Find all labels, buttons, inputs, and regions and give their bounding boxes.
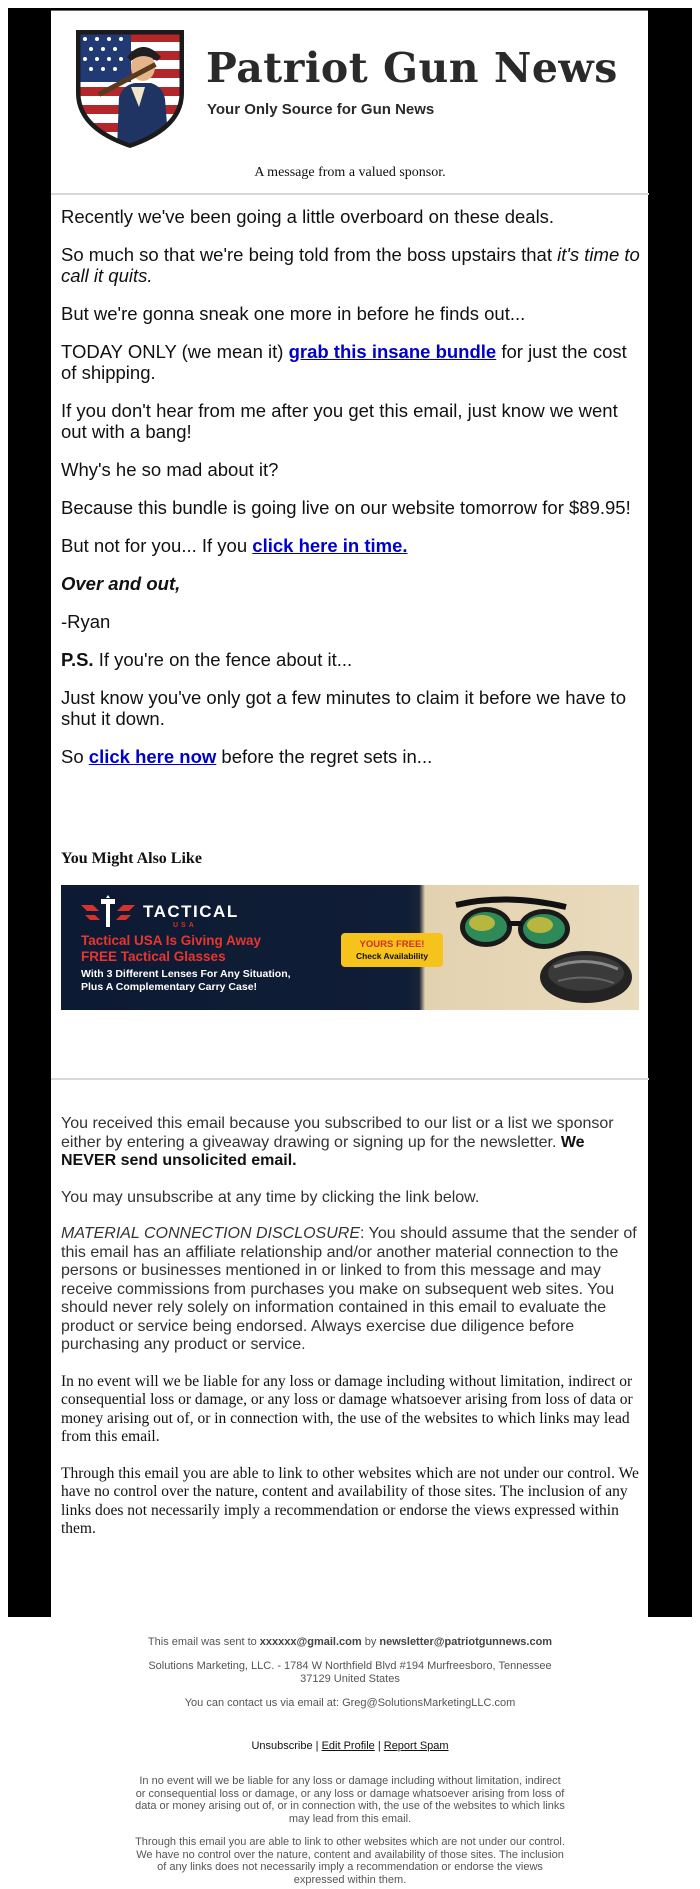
legal-footer <box>61 1115 641 1557</box>
brand-title: Patriot Gun News <box>206 44 618 92</box>
body-paragraph: So much so that we're being told from the boss upstairs that it's time to call it quits. <box>61 244 640 286</box>
body-paragraph: Because this bundle is going live on our website tomorrow for $89.95! <box>61 497 631 518</box>
footer-divider <box>51 1078 649 1080</box>
tactical-usa-banner[interactable] <box>61 885 639 1010</box>
sender-email: newsletter@patriotgunnews.com <box>379 1636 553 1648</box>
click-here-now-link[interactable]: click here now <box>88 746 217 767</box>
body-paragraph: So click here now before the regret sets in... <box>61 746 433 767</box>
outer-links-notice: Through this email you are able to link to other websites which are not under our control. We have no control over the nature, content and availability of those sites. The inclusion of any links does not necessarily imply a recommendation or endorse the views expressed within them. <box>135 1836 565 1886</box>
sponsor-note: A message from a valued sponsor. <box>254 165 446 180</box>
brand-tagline: Your Only Source for Gun News <box>207 101 435 118</box>
recipient-email: xxxxxx@gmail.com <box>259 1636 362 1648</box>
banner-headline: Tactical USA Is Giving Away FREE Tactical Glasses <box>81 933 262 964</box>
disclosure: MATERIAL CONNECTION DISCLOSURE: You should assume that the sender of this email has an affiliate relationship and/or another material connection to the persons or businesses mentioned in or linked to from this message and may receive commissions from purchases you make on subsequent web sites. You should never rely solely on information contained in this email to evaluate the product or service being endorsed. Always exercise due diligence before purchasing any product or service. <box>61 1225 637 1353</box>
unsubscribe-link[interactable]: Unsubscribe <box>251 1740 313 1752</box>
email-body <box>61 206 641 784</box>
emphasis: it's time to call it quits. <box>61 244 640 286</box>
body-paragraph: Recently we've been going a little overboard on these deals. <box>61 206 555 227</box>
body-paragraph: But not for you... If you click here in time. <box>61 535 408 556</box>
patriot-shield-logo <box>73 27 187 149</box>
also-like-heading: You Might Also Like <box>61 850 202 867</box>
body-paragraph: Why's he so mad about it? <box>61 459 279 480</box>
footer-links: Unsubscribe | Edit Profile | Report Spam <box>251 1740 449 1752</box>
body-paragraph: But we're gonna sneak one more in before he finds out... <box>61 303 526 324</box>
check-availability-button[interactable]: YOURS FREE! Check Availability <box>341 933 443 967</box>
outer-liability-notice: In no event will we be liable for any loss or damage including without limitation, indirect or consequential loss or damage, or any loss or damage whatsoever arising from loss of data or money arising out of, or in connection with, the use of the websites to which links may lead from this email. <box>135 1775 565 1825</box>
sent-to-line: This email was sent to xxxxxx@gmail.com by newsletter@patriotgunnews.com <box>147 1636 553 1648</box>
signature: -Ryan <box>61 611 111 632</box>
banner-subheadline: With 3 Different Lenses For Any Situation, Plus A Complementary Carry Case! <box>81 968 291 993</box>
report-spam-link[interactable]: Report Spam <box>383 1740 449 1752</box>
edit-profile-link[interactable]: Edit Profile <box>321 1740 375 1752</box>
body-paragraph: If you don't hear from me after you get this email, just know we went out with a bang! <box>61 400 618 442</box>
body-paragraph: TODAY ONLY (we mean it) grab this insane bundle for just the cost of shipping. <box>61 341 627 383</box>
banner-brand-sub: USA <box>173 922 197 929</box>
contact-line: You can contact us via email at: Greg@SolutionsMarketingLLC.com <box>184 1697 516 1709</box>
postal-address: Solutions Marketing, LLC. - 1784 W Northfield Blvd #194 Murfreesboro, Tennessee 37129 United States <box>148 1660 552 1685</box>
body-paragraph: Just know you've only got a few minutes to claim it before we have to shut it down. <box>61 687 626 729</box>
postscript: P.S. If you're on the fence about it... <box>61 649 353 670</box>
click-here-in-time-link[interactable]: click here in time. <box>252 535 408 556</box>
banner-brand: TACTICAL <box>143 902 239 921</box>
header-divider <box>51 193 649 195</box>
unsubscribe-note: You may unsubscribe at any time by clicking the link below. <box>61 1188 480 1206</box>
signoff: Over and out, <box>61 573 181 594</box>
tactical-glasses-image <box>446 885 639 1010</box>
tactical-usa-logo-icon <box>79 895 137 933</box>
links-notice: Through this email you are able to link to other websites which are not under our control. We have no control over the nature, content and availability of those sites. The inclusion of any links does not necessarily imply a recommendation or endorse the views expressed within them. <box>61 1464 639 1537</box>
grab-bundle-link[interactable]: grab this insane bundle <box>288 341 497 362</box>
subscription-notice: You received this email because you subscribed to our list or a list we sponsor either by entering a giveaway drawing or signing up for the newsletter. We NEVER send unsolicited email. <box>61 1115 614 1169</box>
liability-notice: In no event will we be liable for any loss or damage including without limitation, indirect or consequential loss or damage, or any loss or damage whatsoever arising from loss of data or money arising out of, or in connection with, the use of the websites to which links may lead from this email. <box>61 1372 633 1445</box>
